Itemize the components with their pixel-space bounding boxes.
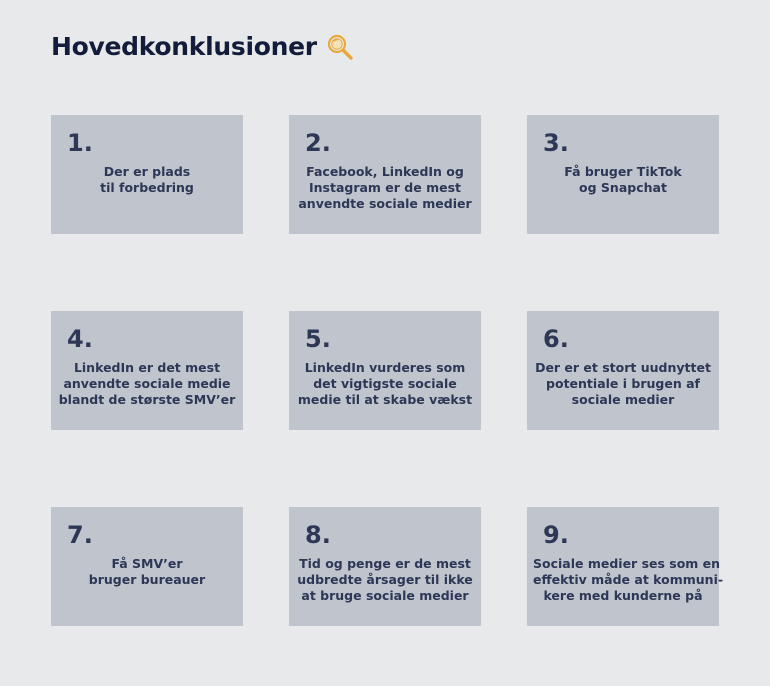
card-text-line: Instagram er de mest [308,180,461,195]
card-text-line: Der er et stort uudnyttet [535,360,711,375]
header [51,32,354,61]
card-text-line: Tid og penge er de mest [299,556,471,571]
card-text-line: Sociale medier ses som en [533,556,721,571]
card-text-line: Få SMV’er [111,556,183,571]
conclusion-card [289,115,481,234]
conclusion-card [289,311,481,430]
card-text-line: kere med kunderne på [543,588,703,603]
card-text [57,164,237,196]
page-title: Hovedkonklusioner [51,32,317,61]
card-text [295,556,475,604]
conclusion-card [527,115,719,234]
card-text-line: Få bruger TikTok [564,164,682,179]
card-text [295,164,475,212]
card-number: 5. [305,325,331,353]
card-number: 4. [67,325,93,353]
conclusion-card [289,507,481,626]
card-number: 8. [305,521,331,549]
card-text-line: bruger bureauer [88,572,206,587]
card-text-line: det vigtigste sociale [313,376,457,391]
card-text [57,360,237,408]
card-text-line: LinkedIn vurderes som [304,360,466,375]
conclusion-card [527,507,724,626]
magnifier-icon [326,33,354,61]
card-text [57,556,237,588]
card-text-line: anvendte sociale medie [63,376,231,391]
card-text-line: LinkedIn er det mest [73,360,221,375]
card-text [533,164,713,196]
card-text-line: effektiv måde at kommuni- [533,572,724,587]
card-text-line: anvendte sociale medier [298,196,472,211]
card-text-line: Der er plads [103,164,191,179]
card-text-line: og Snapchat [579,180,667,195]
conclusions-grid [51,115,724,626]
conclusion-card [51,507,243,626]
card-text [533,360,713,408]
card-text-line: medie til at skabe vækst [297,392,473,407]
conclusion-card [51,115,243,234]
card-number: 6. [543,325,569,353]
card-text [533,556,724,604]
card-number: 1. [67,129,93,157]
conclusion-card [51,311,243,430]
card-number: 9. [543,521,569,549]
card-text-line: til forbedring [100,180,194,195]
card-text-line: Facebook, LinkedIn og [306,164,464,179]
card-number: 7. [67,521,93,549]
card-text [295,360,475,408]
card-text-line: at bruge sociale medier [301,588,469,603]
card-number: 2. [305,129,331,157]
conclusion-card [527,311,719,430]
card-text-line: blandt de største SMV’er [58,392,236,407]
card-text-line: sociale medier [571,392,675,407]
card-number: 3. [543,129,569,157]
card-text-line: udbredte årsager til ikke [297,572,473,587]
card-text-line: potentiale i brugen af [546,376,700,391]
